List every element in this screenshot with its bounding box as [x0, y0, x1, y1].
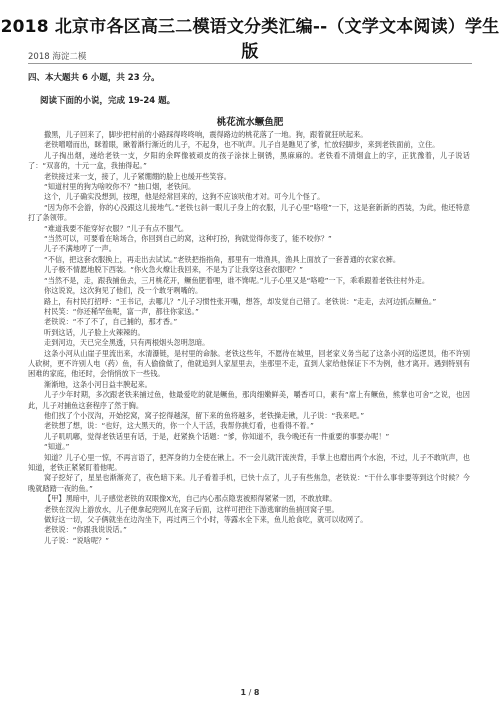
paragraph: 老铁想了想，说：“也好，这大黑天的，你一个人干活，我帮你挑灯看，也看得不着。” [44, 421, 314, 431]
paragraph: “不信，把这套衣服换上，再走出去试试。”老铁把指指角，那里有一堆渔具，渔具上面放了一套普通的衣家衣裤。 [44, 254, 401, 264]
paragraph: 儿子叽叽嘟，觉得老铁话里有话，于是，赶紧换个话题：“爹，你知道不，我今晚还有一件重要的事要办呢！” [44, 431, 390, 441]
header-divider [28, 63, 472, 64]
paragraph: 听到这话，儿子脸上火辣辣的。 [44, 327, 145, 337]
paragraph: 儿子不满地哼了一声。 [44, 244, 116, 254]
paragraph: 路上，有村民打招呼：“王书记，去哪儿？”儿子习惯性张开嘴，想答，却发觉自己错了。老铁说：“走走，去河边抓点鳜鱼。” [44, 296, 437, 306]
paragraph: 做好这一切，父子俩就坐在边沟坐下，再过两三个小时，等露水全下来，鱼儿抢食吃，就可以收网了。 [44, 515, 368, 525]
paragraph: 【甲】黑暗中，儿子感觉老铁的双眼像X光，自己内心那点隐衷被照得紧紧一团，不敢放肆。 [44, 494, 337, 504]
section-heading: 四、本大题共 6 小题，共 23 分。 [28, 73, 160, 83]
paragraph: “难道我要不能穿好衣服？”儿子有点不服气。 [44, 223, 189, 233]
paragraph: 知道？儿子心里一惊，不再言语了，把浑身的力全使在锹上。不一会儿就汗流浃背，手掌上也磨出两个水泡，不过，儿子不敢吭声，也知道，老铁正紧紧盯着他呢。 [28, 452, 470, 472]
story-title: 桃花流水鳜鱼肥 [216, 117, 284, 128]
exam-source: 2018 海淀二模 [28, 52, 87, 62]
reading-instruction: 阅读下面的小说，完成 19-24 题。 [40, 96, 176, 106]
paragraph: “当然不是，走，跟我捕鱼去，三月桃花开，鳜鱼肥着哩，谁不馋呢。”儿子心里又是“咯噔”一下，乖乖跟着老铁往村外走。 [44, 275, 430, 285]
paragraph: 老铁在汊沟上游放水，儿子便拿起兜网儿在窝子后面，这样可把往下游逃窜的鱼捎回窝子里。 [44, 504, 339, 514]
paragraph: 渐渐地，这条小河日益丰腴起来。 [44, 379, 152, 389]
paragraph: “当然可以，可要看在啥场合，你回到自己的窝，这种打扮，狗就觉得你变了，能不咬你？” [44, 234, 332, 244]
story-body [28, 130, 470, 546]
paragraph: 老铁说：“你跟我说说话。” [44, 525, 127, 535]
paragraph: 窝子挖好了，星星也渐渐亮了，夜色暗下来。儿子看着手机，已快十点了，儿子有些焦急，老铁说：“干什么事非要等到这个时候？今晚就踏踏一夜的鱼。” [28, 473, 470, 493]
page-number [0, 688, 500, 697]
paragraph: 老铁接过来一支，接了，儿子紧绷绷的脸上也缓开些笑容。 [44, 171, 231, 181]
page-current: 1 [240, 688, 247, 697]
page-total: 8 [253, 688, 260, 697]
paragraph: “知道村里的狗为啥咬你不？”抽口烟，老铁问。 [44, 182, 196, 192]
paragraph: 儿子掏出烟，递给老铁一支，夕阳的余晖像被顽皮的孩子涂抹上铜锈，黑麻麻的。老铁看不清烟盒上的字，正犹豫着，儿子说话了：“双喜的，十元一盒，我抽得起。” [28, 150, 470, 171]
paragraph: 他们找了个小汊沟，开始挖窝，窝子挖得越深，留下来的鱼将越多，老铁操走锹，儿子说：“我来吧。” [44, 410, 365, 420]
paragraph: 这个，儿子确实没想到，按理，他是经常回来的，这狗不应该吠他才对。可今儿个怪了。 [44, 192, 325, 202]
paragraph: 老铁说：“不了不了，自己捕的，那才香。” [44, 317, 178, 327]
paragraph: 这条小河从山崖子里流出来，水清瀑链，是村里的命脉。老铁这些年，不愿待在城里，回老家义务当起了这条小河的巡逻员，他不许别人砍树，更不许别人电（药）鱼，有人偷偷做了，他就追到人家屋里去，坐那里不走，直到人家给他保证下不为例，他才离开。遇到特别有困难的家庭，他还时，会悄悄放下一些钱。 [28, 348, 470, 379]
paragraph: 你这说说，这次狗见了他们，没一个敢牙咧嘴的。 [44, 286, 203, 296]
paragraph: 儿子极不情愿地脱下西装。“你火急火燎让我回来，不是为了让我穿这套衣服吧？” [44, 265, 304, 275]
paragraph: 儿子少年时期，多次跟老铁来捕过鱼，他最爱吃的就是鳜鱼，那肉细嫩鲜美，嚼香可口，素有“席上有鳜鱼，熊掌也可舍”之说，也因此，儿子对捕鱼这套程序了然于胸。 [28, 390, 470, 410]
page-separator: / [246, 688, 254, 697]
paragraph: “知道。” [44, 442, 70, 452]
page-title: 2018 北京市各区高三二模语文分类汇编--（文学文本阅读）学生版 [0, 17, 500, 62]
paragraph: 走到河边，天已完全黑透，只有两根烟头忽明忽暗。 [44, 338, 210, 348]
paragraph: 儿子说：“说啥呢？” [44, 535, 109, 545]
paragraph: 老铁噌噌而出，眯着眼，瞅着渐行渐近的儿子，不起身，也不吭声。儿子自是瞧见了爹，忙放轻脚步，来到老铁面前，立住。 [44, 140, 440, 150]
paragraph: 村民笑：“你还稀罕鱼呢，富一声，都往你家送。” [44, 306, 199, 316]
paragraph: 撒黑，儿子回来了，脚步把村前的小路踩得咚咚响，震得路边的桃花落了一地。狗，跟着就狂吠起来。 [44, 130, 368, 139]
paragraph: “因为你不会游，你的心没跟这儿接地气。”老铁乜斜一眼儿子身上的衣服，儿子心里“咯噔”一下，这是套新新的西装，为此，他还特意打了条领带。 [28, 202, 470, 223]
